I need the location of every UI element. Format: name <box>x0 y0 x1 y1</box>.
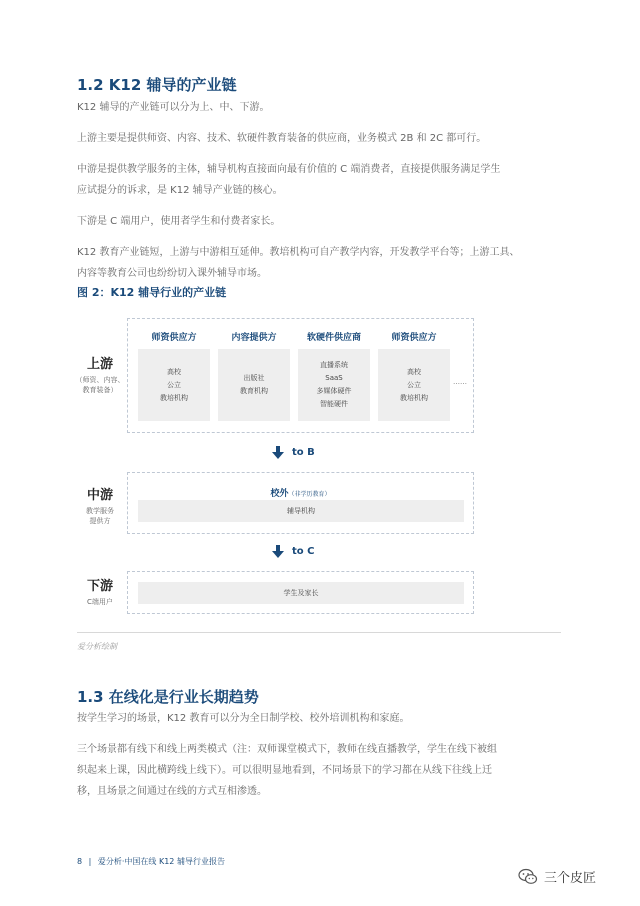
down-arrow-icon <box>272 446 284 459</box>
section-heading-1-3: 1.3 在线化是行业长期趋势 <box>77 688 259 706</box>
stage-name: 上游 <box>86 357 113 372</box>
supplier-item: 教育机构 <box>240 387 268 395</box>
paragraph: 移，且场景之间通过在线的方式互相渗透。 <box>77 786 267 797</box>
supplier-item: 高校 <box>167 367 181 376</box>
paragraph: 上游主要是提供师资、内容、技术、软硬件教育装备的供应商，业务模式 2B 和 2C 都可行。 <box>77 133 487 144</box>
midstream-box-title <box>128 481 473 500</box>
supplier-box <box>378 349 450 421</box>
stage-sub: 提供方 <box>89 517 111 525</box>
downstream-box <box>127 571 474 614</box>
stage-sub: 教学服务 <box>86 507 114 515</box>
supplier-title: 师资供应方 <box>391 333 437 343</box>
figure-title: 图 2：K12 辅导行业的产业链 <box>77 286 227 299</box>
watermark-text: 三个皮匠 <box>544 871 597 886</box>
supplier-item: 多媒体硬件 <box>316 387 352 395</box>
wechat-icon <box>518 868 538 885</box>
supplier-item: 公立 <box>407 380 421 389</box>
box-title-note: （非学历教育） <box>288 491 331 498</box>
supplier-box <box>298 349 370 421</box>
paragraph: 中游是提供教学服务的主体，辅导机构直接面向最有价值的 C 端消费者，直接提供服务满足学生 <box>77 164 501 175</box>
supplier-item: 教培机构 <box>400 393 428 402</box>
section-1-2-body <box>77 97 561 284</box>
arrow-to-b <box>272 446 315 459</box>
watermark <box>518 867 596 886</box>
section-1-3-body <box>77 708 561 802</box>
stage-sub: C端用户 <box>87 598 113 606</box>
supplier-item: 高校 <box>407 367 421 376</box>
midstream-box <box>127 472 474 534</box>
downstream-bar <box>138 582 464 604</box>
supplier-title: 内容提供方 <box>231 333 277 343</box>
stage-sub: （师资、内容、 <box>75 376 125 384</box>
paragraph: 三个场景都有线下和线上两类模式（注：双师课堂模式下，教师在线直播教学，学生在线下被组 <box>77 744 497 755</box>
ellipsis: …… <box>453 378 467 386</box>
paragraph: 内容等教育公司也纷纷切入课外辅导市场。 <box>77 268 267 279</box>
bar-label: 辅导机构 <box>287 507 315 515</box>
midstream-bar <box>138 500 464 522</box>
arrow-label: to C <box>292 546 315 557</box>
arrow-label: to B <box>292 447 315 458</box>
footer-separator: | <box>88 857 92 866</box>
stage-sub: 教育装备） <box>82 386 118 394</box>
supplier-title: 软硬件供应商 <box>306 333 361 343</box>
supplier-box <box>218 349 290 421</box>
supplier-item: 教培机构 <box>160 393 188 402</box>
arrow-to-c <box>272 545 314 558</box>
figure-divider <box>77 632 561 633</box>
down-arrow-icon <box>272 545 284 558</box>
page-footer <box>77 856 225 867</box>
paragraph: 应试提分的诉求，是 K12 辅导产业链的核心。 <box>77 185 283 196</box>
stage-midstream-label <box>72 484 128 526</box>
figure-source: 爱分析绘制 <box>77 642 117 651</box>
supplier-item: 直播系统 <box>320 361 348 369</box>
stage-name: 中游 <box>86 488 113 503</box>
footer-text: 爱分析·中国在线 K12 辅导行业报告 <box>97 857 225 866</box>
supplier-item: 智能硬件 <box>320 400 348 408</box>
page-number: 8 <box>77 857 83 866</box>
paragraph: K12 辅导的产业链可以分为上、中、下游。 <box>77 102 270 113</box>
section-heading-1-2: 1.2 K12 辅导的产业链 <box>77 76 237 94</box>
supplier-item: SaaS <box>325 374 343 382</box>
paragraph: 下游是 C 端用户，使用者学生和付费者家长。 <box>77 216 281 227</box>
stage-name: 下游 <box>86 579 113 594</box>
supplier-item: 出版社 <box>243 374 265 382</box>
bar-label: 学生及家长 <box>283 589 319 597</box>
box-title: 校外 <box>270 489 289 499</box>
stage-downstream-label <box>72 575 128 607</box>
supplier-title: 师资供应方 <box>151 333 197 343</box>
paragraph: K12 教育产业链短，上游与中游相互延伸。教培机构可自产教学内容，开发教学平台等；上游工具、 <box>77 247 520 258</box>
supplier-item: 公立 <box>167 380 181 389</box>
upstream-box <box>127 318 474 433</box>
supplier-box <box>138 349 210 421</box>
paragraph: 织起来上课，因此横跨线上线下）。可以很明显地看到，不同场景下的学习都在从线下往线上迁 <box>77 765 492 776</box>
stage-upstream-label <box>72 353 128 395</box>
paragraph: 按学生学习的场景，K12 教育可以分为全日制学校、校外培训机构和家庭。 <box>77 713 410 724</box>
